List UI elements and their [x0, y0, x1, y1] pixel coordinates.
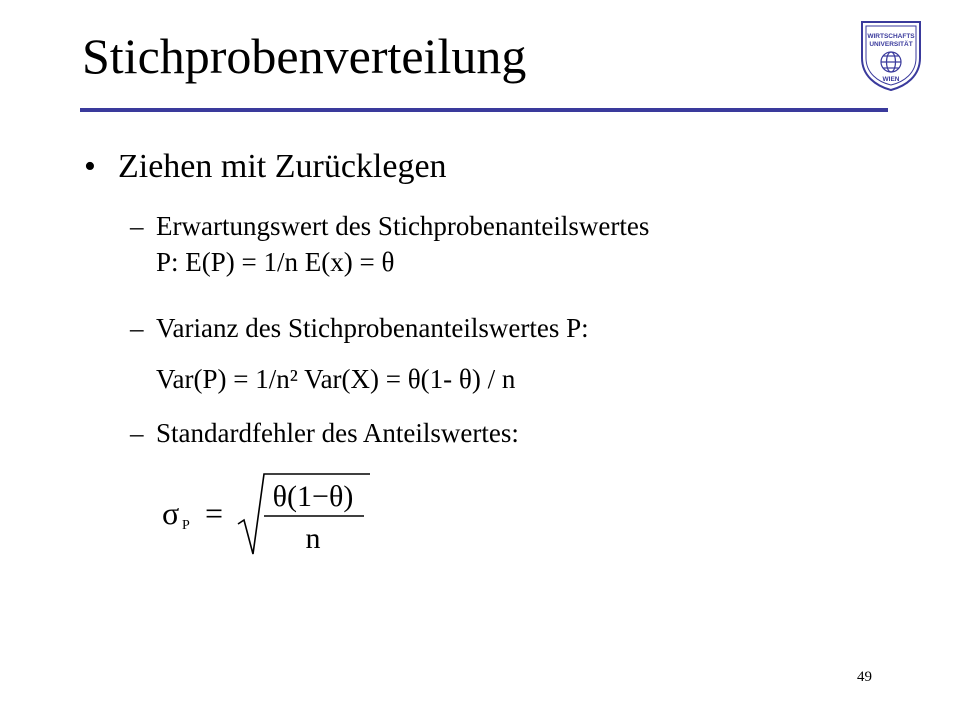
logo-text-line1: WIRTSCHAFTS: [867, 33, 915, 40]
formula-denominator: n: [305, 522, 321, 555]
formula-sigma: σ: [162, 495, 180, 531]
title-underline: [80, 108, 888, 112]
sub-item-text: Erwartungswert des Stichprobenanteilswertes: [156, 211, 650, 241]
bullet-mark: •: [84, 148, 96, 185]
dash-mark: –: [130, 211, 144, 241]
sub-item-text: Varianz des Stichprobenanteilswertes P:: [156, 313, 589, 343]
logo-text-line3: WIEN: [882, 76, 900, 83]
dash-mark: –: [130, 418, 144, 448]
variance-formula-line: Var(P) = 1/n² Var(X) = θ(1- θ) / n: [156, 364, 516, 394]
formula-subscript: P: [182, 518, 190, 533]
dash-mark: –: [130, 313, 144, 343]
standard-error-formula: [160, 468, 380, 558]
formula-equals: =: [205, 495, 224, 531]
university-logo: [856, 18, 926, 92]
slide-title: Stichprobenverteilung: [82, 28, 527, 84]
formula-numerator: θ(1−θ): [272, 480, 354, 513]
bullet-item: [84, 145, 447, 189]
page-number: 49: [857, 669, 872, 685]
bullet-text: Ziehen mit Zurücklegen: [118, 148, 447, 185]
sub-item-continuation: P: E(P) = 1/n E(x) = θ: [156, 247, 395, 277]
logo-text-line2: UNIVERSITÄT: [869, 41, 913, 48]
sub-item-text: Standardfehler des Anteilswertes:: [156, 418, 519, 448]
